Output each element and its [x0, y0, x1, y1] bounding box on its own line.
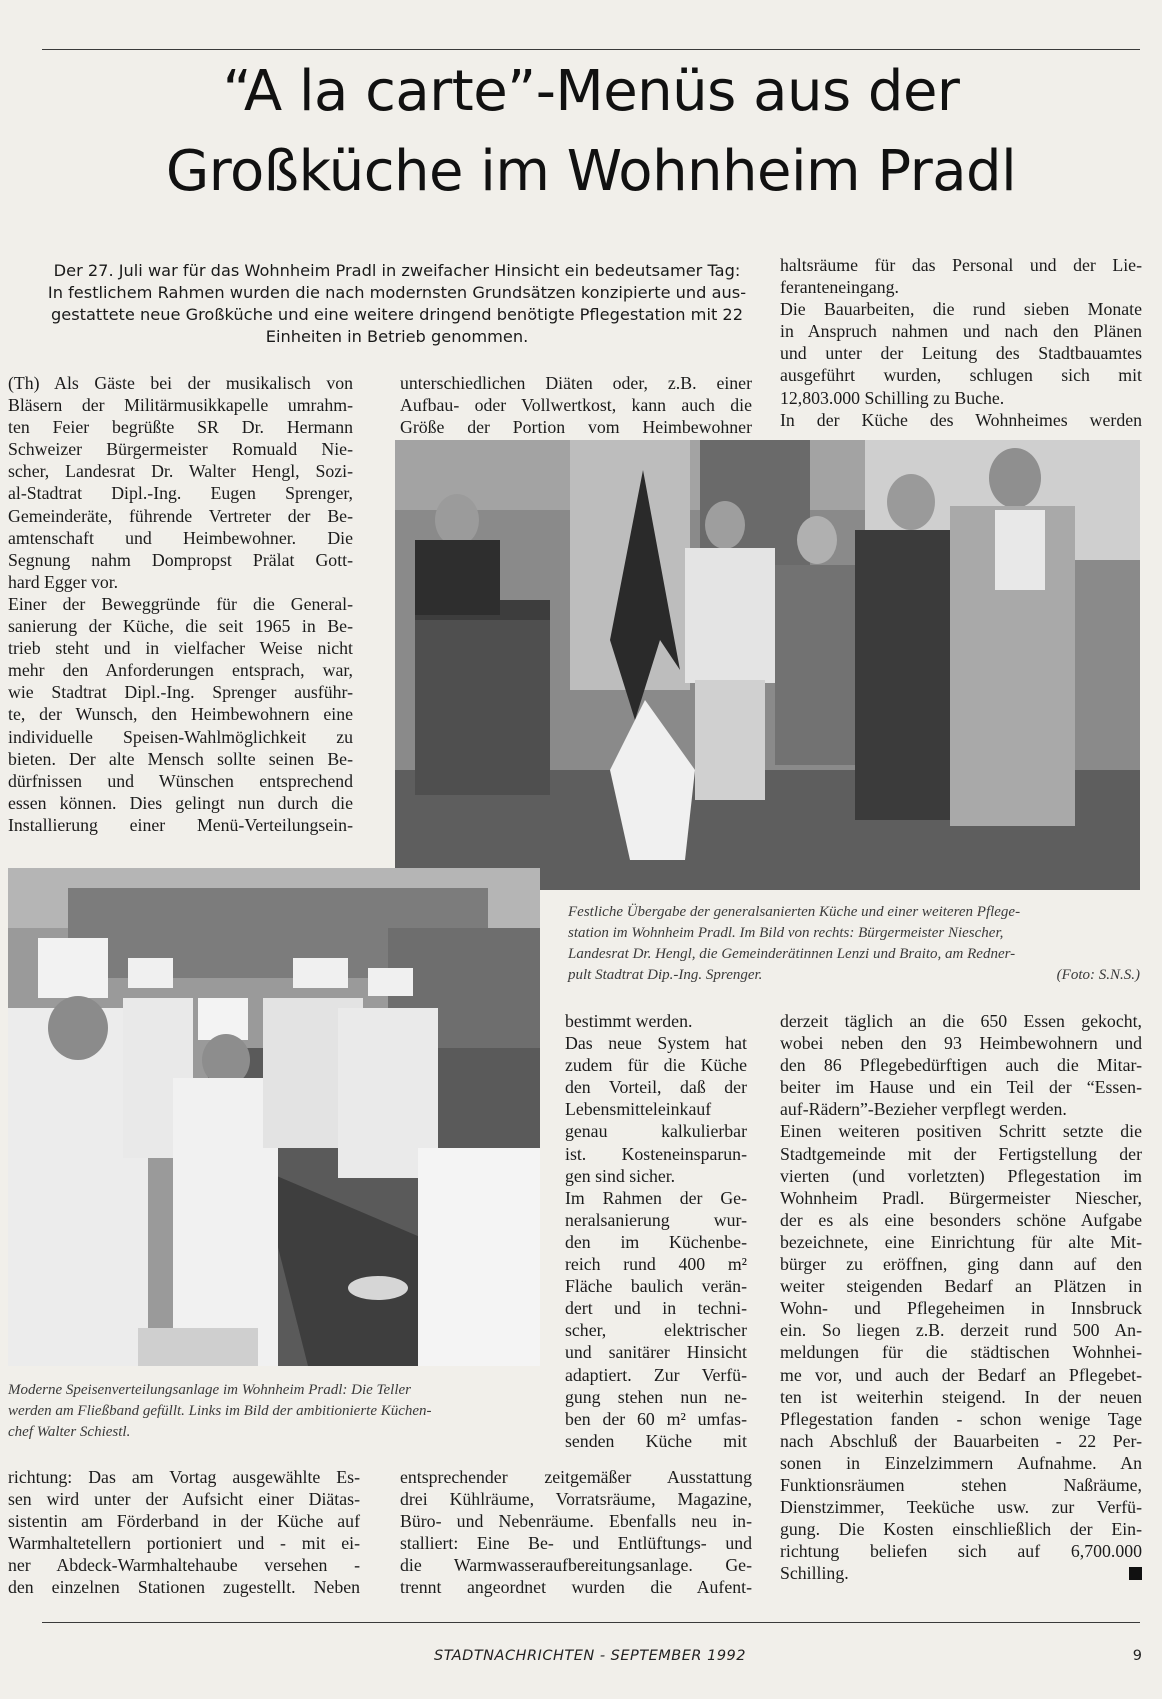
text-line: adaptiert. Zur Verfü- — [565, 1364, 747, 1385]
text-line: sen wird unter der Aufsicht einer Diätas- — [8, 1489, 360, 1510]
top-rule — [42, 49, 1140, 50]
text-line: sistentin am Förderband in der Küche auf — [8, 1511, 360, 1532]
headline-line: “A la carte”-Menüs aus der — [222, 59, 960, 124]
lead-paragraph — [42, 260, 752, 348]
text-line: al-Stadtrat Dipl.-Ing. Eugen Sprenger, — [8, 483, 353, 504]
text-line: te, der Wunsch, den Heimbewohnern eine — [8, 704, 353, 725]
text-line: feranteneingang. — [780, 277, 899, 298]
text-line: nach Abschluß der Bauarbeiten - 22 Per- — [780, 1430, 1142, 1451]
caption-line: chef Walter Schiestl. — [8, 1424, 131, 1440]
text-line: gung stehen nun ne- — [565, 1386, 747, 1407]
photo-credit: (Foto: S.N.S.) — [1056, 967, 1140, 983]
text-line: senden Küche mit — [565, 1430, 747, 1451]
text-line: In der Küche des Wohnheimes werden — [780, 409, 1142, 430]
text-line: mehr den Anforderungen entsprach, war, — [8, 660, 353, 681]
text-line: ten Feier begrüßte SR Dr. Hermann — [8, 417, 353, 438]
text-line: stalliert: Eine Be- und Entlüftungs- und — [400, 1533, 752, 1554]
text-line: Bläsern der Militärmusikkapelle umrahm- — [8, 395, 353, 416]
text-line: Stadtgemeinde mit der Fertigstellung der — [780, 1143, 1142, 1164]
text-line: genau kalkulierbar — [565, 1121, 747, 1142]
text-line: den einzelnen Stationen zugestellt. Neben — [8, 1577, 360, 1598]
text-line: scher, elektrischer — [565, 1320, 747, 1341]
text-line: Installierung einer Menü-Verteilungsein- — [8, 814, 353, 835]
text-line: den 86 Pflegebedürftigen auch die Mitar- — [780, 1055, 1142, 1076]
text-line: Dienstzimmer, Teeküche usw. zur Verfü- — [780, 1497, 1142, 1518]
text-line: Wohn- und Pflegeheimen in Innsbruck — [780, 1298, 1142, 1319]
text-line: ausgeführt wurden, schlugen sich mit — [780, 365, 1142, 386]
text-line: 12,803.000 Schilling zu Buche. — [780, 387, 1005, 408]
text-line: ist. Kosteneinsparun- — [565, 1143, 747, 1164]
text-line: Pflegestation fanden - schon wenige Tage — [780, 1408, 1142, 1429]
text-line: Im Rahmen der Ge- — [565, 1187, 747, 1208]
text-line: individuelle Speisen-Wahlmöglichkeit zu — [8, 726, 353, 747]
caption-last-line — [568, 965, 1140, 986]
text-line: sonen in Einzelzimmern Aufnahme. An — [780, 1452, 1142, 1473]
headline-line: Großküche im Wohnheim Pradl — [165, 139, 1017, 204]
caption-line: Moderne Speisenverteilungsanlage im Wohnheim Pradl: Die Teller — [8, 1382, 411, 1398]
caption-line: station im Wohnheim Pradl. Im Bild von rechts: Bürgermeister Niescher, — [568, 925, 1004, 941]
column-3-bottom — [780, 1010, 1142, 1584]
text-line: den Vorteil, daß der — [565, 1077, 747, 1098]
text-line: dürfnissen und Wünschen entsprechend — [8, 770, 353, 791]
publication-footer: STADTNACHRICHTEN - SEPTEMBER 1992 — [434, 1648, 746, 1664]
text-line: me vor, und auch der Bedarf an Pflegebet- — [780, 1364, 1142, 1385]
text-line: in Anspruch nahmen und nach den Plänen — [780, 321, 1142, 342]
text-line: Größe der Portion vom Heimbewohner — [400, 417, 752, 438]
text-line: Funktionsräumen stehen Naßräume, — [780, 1474, 1142, 1495]
column-2-top — [400, 372, 752, 438]
text-line: dert und in techni- — [565, 1298, 747, 1319]
caption-line: Landesrat Dr. Hengl, die Gemeinderätinnen Lenzi und Braito, am Redner- — [568, 946, 1016, 962]
text-line: Schilling. — [780, 1563, 849, 1584]
text-line: Einer der Beweggründe für die General- — [8, 593, 353, 614]
headline — [42, 52, 1140, 212]
text-line: Warmhaltetellern portioniert und - mit ei- — [8, 1533, 360, 1554]
text-line: richtung beliefen sich auf 6,700.000 — [780, 1541, 1142, 1562]
text-line: der es als eine besonders schöne Aufgabe — [780, 1209, 1142, 1230]
text-line: die Warmwasseraufbereitungsanlage. Ge- — [400, 1555, 752, 1576]
caption-line: pult Stadtrat Dip.-Ing. Sprenger. — [568, 967, 763, 983]
text-line: Lebensmitteleinkauf — [565, 1099, 712, 1120]
text-line: wie Stadtrat Dipl.-Ing. Sprenger ausführ- — [8, 682, 353, 703]
lead-line: gestattete neue Großküche und eine weitere dringend benötigte Pflegestation mit 22 — [50, 305, 744, 324]
text-line: trieb steht und in vielfacher Weise nicht — [8, 638, 353, 659]
text-line: meldungen für die städtischen Wohnhei- — [780, 1342, 1142, 1363]
text-line: gung. Die Kosten einschließlich der Ein- — [780, 1519, 1142, 1540]
text-line: essen können. Dies gelingt nun durch die — [8, 792, 353, 813]
text-line: vierten (und vorletzten) Pflegestation im — [780, 1165, 1142, 1186]
lead-line: In festlichem Rahmen wurden die nach modernsten Grundsätzen konzipierte und aus- — [47, 283, 747, 302]
text-line: Schweizer Bürgermeister Romuald Nie- — [8, 439, 353, 460]
text-line: reich rund 400 m² — [565, 1254, 747, 1275]
text-line: unterschiedlichen Diäten oder, z.B. einer — [400, 373, 752, 393]
lead-line: Einheiten in Betrieb genommen. — [265, 327, 529, 346]
text-line: wobei neben den 93 Heimbewohnern und — [780, 1033, 1142, 1054]
text-line: und sanitärer Hinsicht — [565, 1342, 747, 1363]
text-line: entsprechender zeitgemäßer Ausstattung — [400, 1467, 752, 1487]
text-line: beiter im Hause und ein Teil der “Essen- — [780, 1077, 1142, 1098]
text-line: den im Küchenbe- — [565, 1231, 747, 1252]
caption-line: Festliche Übergabe der generalsanierten Küche und einer weiteren Pflege- — [568, 904, 1021, 920]
column-3-top — [780, 254, 1142, 431]
text-line: Gemeinderäte, führende Vertreter der Be- — [8, 505, 353, 526]
text-line: scher, Landesrat Dr. Walter Hengl, Sozi- — [8, 461, 353, 482]
text-line: ner Abdeck-Warmhaltehaube versehen - — [8, 1555, 360, 1576]
text-line: auf-Rädern”-Bezieher verpflegt werden. — [780, 1099, 1067, 1120]
text-line: amtenschaft und Heimbewohner. Die — [8, 527, 353, 548]
caption-line: werden am Fließband gefüllt. Links im Bild der ambitionierte Küchen- — [8, 1403, 432, 1419]
text-line: hard Egger vor. — [8, 571, 119, 592]
text-line: bieten. Der alte Mensch sollte seinen Be- — [8, 748, 353, 769]
text-line: ten ist weiterhin steigend. In der neuen — [780, 1386, 1142, 1407]
kitchen-caption — [8, 1380, 540, 1443]
text-line: neralsanierung wur- — [565, 1209, 747, 1230]
column-1-top — [8, 372, 353, 836]
column-2-bottom — [400, 1466, 752, 1599]
text-line: bezeichnete, eine Einrichtung für alte Mit- — [780, 1231, 1142, 1252]
text-line: gen sind sicher. — [565, 1165, 676, 1186]
text-line: ein. So liegen z.B. derzeit rund 500 An- — [780, 1320, 1142, 1341]
text-line: Wohnheim Pradl. Bürgermeister Niescher, — [780, 1187, 1142, 1208]
text-line: richtung: Das am Vortag ausgewählte Es- — [8, 1467, 360, 1487]
text-line: zudem für die Küche — [565, 1055, 747, 1076]
text-line: Büro- und Nebenräume. Ebenfalls neu in- — [400, 1511, 752, 1532]
text-line: bürger zu eröffnen, ging dann auf den — [780, 1254, 1142, 1275]
text-line: Fläche baulich verän- — [565, 1276, 747, 1297]
text-line: sanierung der Küche, die seit 1965 in Be- — [8, 616, 353, 637]
bottom-rule — [42, 1622, 1140, 1623]
text-line: trennt angeordnet wurden die Aufent- — [400, 1577, 752, 1598]
lead-line: Der 27. Juli war für das Wohnheim Pradl in zweifacher Hinsicht ein bedeutsamer Tag: — [53, 261, 741, 280]
photo-kitchen — [8, 868, 540, 1366]
page-number: 9 — [1132, 1648, 1142, 1664]
photo-ceremony — [395, 440, 1140, 890]
column-2-middle — [565, 1010, 747, 1452]
text-line: und unter der Leitung des Stadtbauamtes — [780, 343, 1142, 364]
text-line: Segnung nahm Dompropst Prälat Gott- — [8, 549, 353, 570]
text-line-final — [780, 1562, 1142, 1584]
column-1-bottom — [8, 1466, 360, 1599]
text-line: bestimmt werden. — [565, 1011, 693, 1031]
ceremony-image — [395, 440, 1140, 890]
text-line: derzeit täglich an die 650 Essen gekocht, — [780, 1011, 1142, 1031]
text-line: (Th) Als Gäste bei der musikalisch von — [8, 373, 353, 393]
text-line: Aufbau- oder Vollwertkost, kann auch die — [400, 395, 752, 416]
text-line: drei Kühlräume, Vorratsräume, Magazine, — [400, 1489, 752, 1510]
text-line: weiter steigenden Bedarf an Plätzen in — [780, 1276, 1142, 1297]
kitchen-image — [8, 868, 540, 1366]
text-line: ben der 60 m² umfas- — [565, 1408, 747, 1429]
text-line: Die Bauarbeiten, die rund sieben Monate — [780, 299, 1142, 320]
end-of-article-square-icon — [1129, 1567, 1142, 1580]
text-line: haltsräume für das Personal und der Lie- — [780, 255, 1142, 275]
ceremony-caption — [568, 902, 1140, 986]
text-line: Einen weiteren positiven Schritt setzte die — [780, 1121, 1142, 1142]
text-line: Das neue System hat — [565, 1033, 747, 1054]
